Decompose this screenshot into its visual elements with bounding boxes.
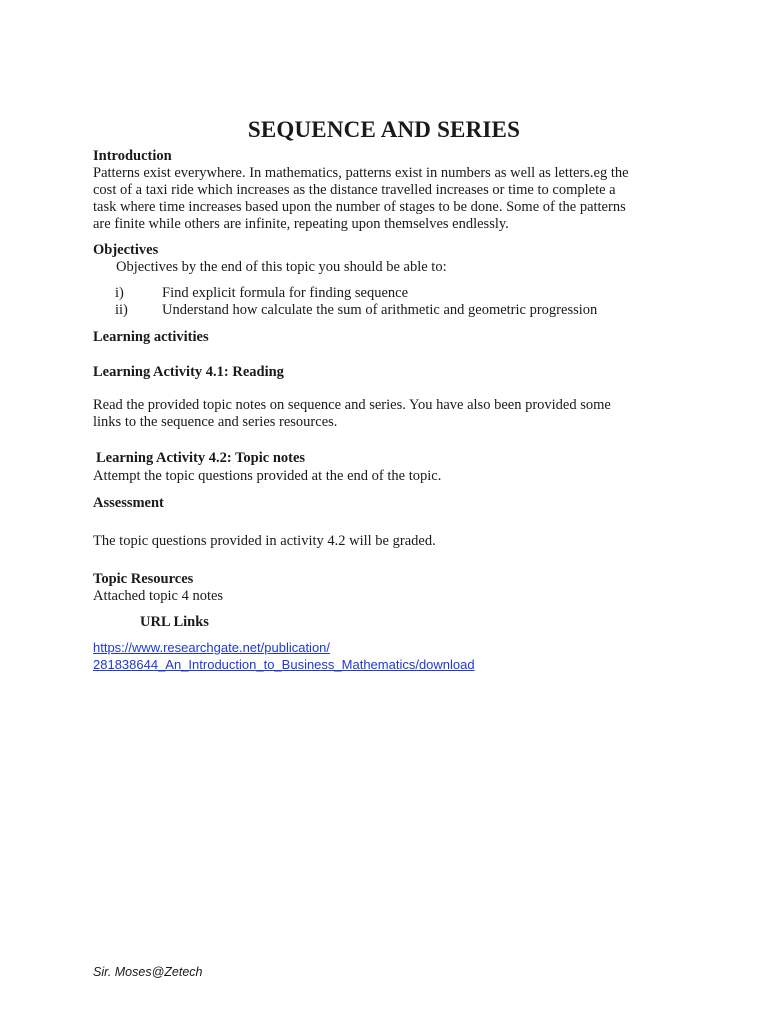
url-links-heading: URL Links bbox=[140, 614, 209, 630]
introduction-line-1: Patterns exist everywhere. In mathematics, patterns exist in numbers as well as letters.eg the bbox=[93, 165, 629, 181]
assessment-heading: Assessment bbox=[93, 495, 164, 511]
topic-resources-text: Attached topic 4 notes bbox=[93, 588, 224, 604]
activity-2-text: Attempt the topic questions provided at the end of the topic. bbox=[93, 468, 442, 484]
objectives-heading: Objectives bbox=[93, 242, 159, 258]
objective-text-2: Understand how calculate the sum of arithmetic and geometric progression bbox=[162, 302, 598, 318]
objectives-intro: Objectives by the end of this topic you should be able to: bbox=[116, 259, 447, 275]
introduction-line-4: are finite while others are infinite, repeating upon themselves endlessly. bbox=[93, 216, 509, 232]
activity-1-line-2: links to the sequence and series resources. bbox=[93, 414, 338, 430]
introduction-line-2: cost of a taxi ride which increases as the distance travelled increases or time to complete a bbox=[93, 182, 616, 198]
page-title: SEQUENCE AND SERIES bbox=[247, 117, 521, 142]
introduction-line-3: task where time increases based upon the number of stages to be done. Some of the patterns bbox=[93, 199, 626, 215]
introduction-heading: Introduction bbox=[93, 148, 172, 164]
learning-activities-heading: Learning activities bbox=[93, 329, 209, 345]
url-link-line-1[interactable]: https://www.researchgate.net/publication/ bbox=[93, 640, 331, 655]
topic-resources-heading: Topic Resources bbox=[93, 571, 194, 587]
objective-text-1: Find explicit formula for finding sequence bbox=[162, 285, 409, 301]
footer-author: Sir. Moses@Zetech bbox=[93, 965, 203, 979]
objective-number-2: ii) bbox=[115, 302, 128, 318]
url-link-line-2[interactable]: 281838644_An_Introduction_to_Business_Mathematics/download bbox=[93, 657, 475, 672]
activity-2-heading: Learning Activity 4.2: Topic notes bbox=[96, 450, 306, 466]
objective-number-1: i) bbox=[115, 285, 124, 301]
activity-1-line-1: Read the provided topic notes on sequence and series. You have also been provided some bbox=[93, 397, 611, 413]
activity-1-heading: Learning Activity 4.1: Reading bbox=[93, 364, 284, 380]
assessment-text: The topic questions provided in activity 4.2 will be graded. bbox=[93, 533, 436, 549]
